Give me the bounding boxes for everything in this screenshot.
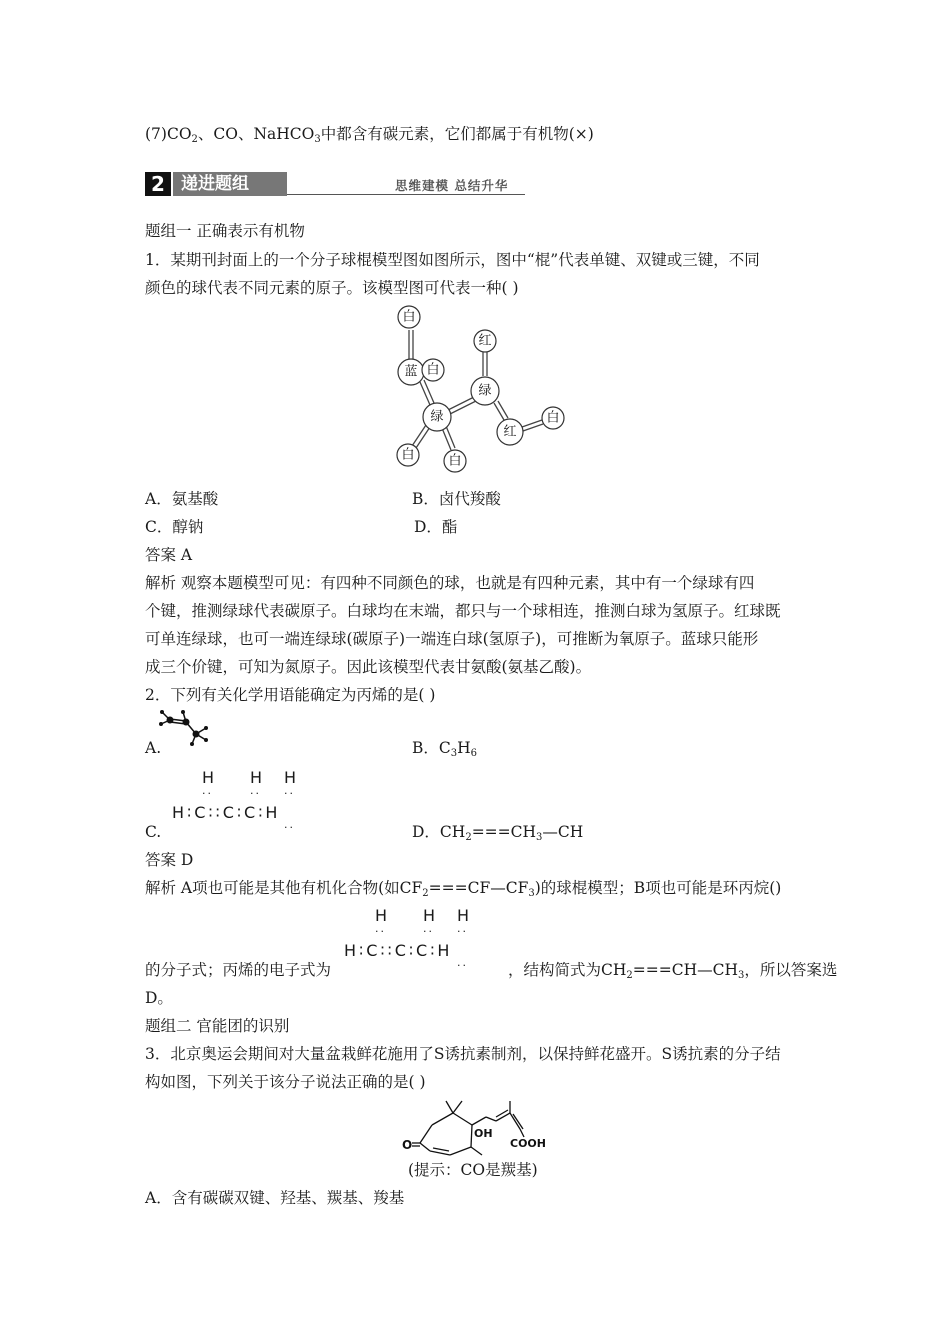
ball-label: 白 (448, 453, 462, 469)
lewis-dots-2: ·· (423, 925, 434, 938)
lewis-dots-bottom: ·· (284, 821, 295, 834)
q2-option-c: C. (145, 823, 162, 841)
q2-explain-line2-left: 的分子式；丙烯的电子式为 (145, 961, 332, 979)
ball-label: 白 (426, 362, 440, 378)
q2-explain-line2-right: ，结构简式为$CH_2===CH—CH_3$，所以答案选 (508, 961, 838, 981)
ball-label: 白 (546, 410, 560, 426)
section-header (145, 172, 525, 196)
q3-hint: (提示：CO是羰基) (408, 1161, 538, 1179)
q2-explain-line3: D。 (145, 989, 173, 1007)
ball-label: 绿 (478, 383, 492, 399)
ball-label: 蓝 (404, 364, 418, 380)
section-subtitle: 思维建模 总结升华 (395, 178, 509, 193)
q2-option-a: A. (145, 739, 162, 757)
ball-red-1 (472, 328, 498, 354)
lewis-h-top-2: H (423, 906, 436, 925)
lewis-h-top-3: H (457, 906, 470, 925)
q1-option-b: B．卤代羧酸 (412, 490, 501, 508)
s-abscisin-structure (398, 1095, 568, 1167)
lewis-h-top-1: H (202, 768, 215, 787)
ball-white-2 (420, 357, 446, 383)
carboxyl-label: COOH (510, 1137, 546, 1150)
q2-option-b: B．$C_3H_6$ (412, 739, 478, 759)
q1-explain-line4: 成三个价键，可知为氮原子。因此该模型代表甘氨酸(氨基乙酸)。 (145, 658, 592, 676)
lewis-dots-3: ·· (284, 787, 295, 800)
lewis-dots-bottom: ·· (457, 959, 468, 972)
q2-option-d: D．$CH_2===CH_3—CH$ (412, 823, 584, 843)
q2-answer: 答案 D (145, 851, 194, 869)
ball-white-1 (396, 304, 422, 330)
ball-green-2 (421, 401, 453, 433)
q1-explain-line3: 可单连绿球，也可一端连绿球(碳原子)一端连白球(氢原子)，可推断为氧原子。蓝球只能形 (145, 630, 759, 648)
q1-option-c: C．醇钠 (145, 518, 204, 536)
ball-white-3 (540, 405, 566, 431)
ball-green-1 (469, 375, 501, 407)
q2-stem: 2．下列有关化学用语能确定为丙烯的是( ) (145, 686, 436, 704)
lewis-h-top-1: H (375, 906, 388, 925)
q2-explain-line1: 解析 A项也可能是其他有机化合物(如$CF_2===CF—CF_3$)的球棍模型；B项也可能是环丙烷() (145, 879, 782, 899)
q1-option-a: A．氨基酸 (145, 490, 219, 508)
ball-label: 绿 (430, 409, 444, 425)
q3-stem-line2: 构如图，下列关于该分子说法正确的是( ) (145, 1073, 426, 1091)
q1-explain-line2: 个键，推测绿球代表碳原子。白球均在末端，都只与一个球相连，推测白球为氢原子。红球既 (145, 602, 781, 620)
lewis-dots-1: ·· (202, 787, 213, 800)
q1-stem-line2: 颜色的球代表不同元素的原子。该模型图可代表一种( ) (145, 279, 519, 297)
group2-title: 题组二 官能团的识别 (145, 1017, 290, 1035)
lewis-dots-1: ·· (375, 925, 386, 938)
q3-option-a: A．含有碳碳双键、羟基、羰基、羧基 (145, 1189, 405, 1207)
section-title: 递进题组 (173, 172, 287, 196)
lewis-dots-3: ·· (457, 925, 468, 938)
hydroxyl-label: OH (474, 1127, 493, 1140)
ball-label: 红 (478, 333, 492, 349)
lewis-main-row: H∶C∶∶C∶C∶H (172, 803, 281, 822)
lewis-h-top-3: H (284, 768, 297, 787)
ball-white-5 (442, 448, 468, 474)
propene-ball-stick-icon (158, 710, 218, 750)
q1-option-d: D．酯 (414, 518, 458, 536)
lewis-main-row: H∶C∶∶C∶C∶H (344, 941, 453, 960)
statement-7: $(7)CO_2$、CO、NaHCO$_3$中都含有碳元素，它们都属于有机物(×) (145, 125, 594, 145)
header-rule (287, 194, 525, 195)
q1-explain-line1: 解析 观察本题模型可见：有四种不同颜色的球，也就是有四种元素，其中有一个绿球有四 (145, 574, 755, 592)
ball-red-2 (495, 417, 525, 447)
q1-stem-line1: 1．某期刊封面上的一个分子球棍模型图如图所示，图中“棍”代表单键、双键或三键，不同 (145, 251, 760, 269)
q1-answer: 答案 A (145, 546, 193, 564)
ball-label: 红 (503, 424, 517, 440)
ball-label: 白 (402, 309, 416, 325)
lewis-h-top-2: H (250, 768, 263, 787)
q3-stem-line1: 3．北京奥运会期间对大量盆栽鲜花施用了S诱抗素制剂，以保持鲜花盛开。S诱抗素的分子结 (145, 1045, 781, 1063)
section-number: 2 (145, 172, 171, 196)
group1-title: 题组一 正确表示有机物 (145, 222, 305, 240)
carbonyl-o-label: O (402, 1138, 413, 1152)
lewis-dots-2: ·· (250, 787, 261, 800)
ball-label: 白 (401, 447, 415, 463)
ball-white-4 (395, 442, 421, 468)
